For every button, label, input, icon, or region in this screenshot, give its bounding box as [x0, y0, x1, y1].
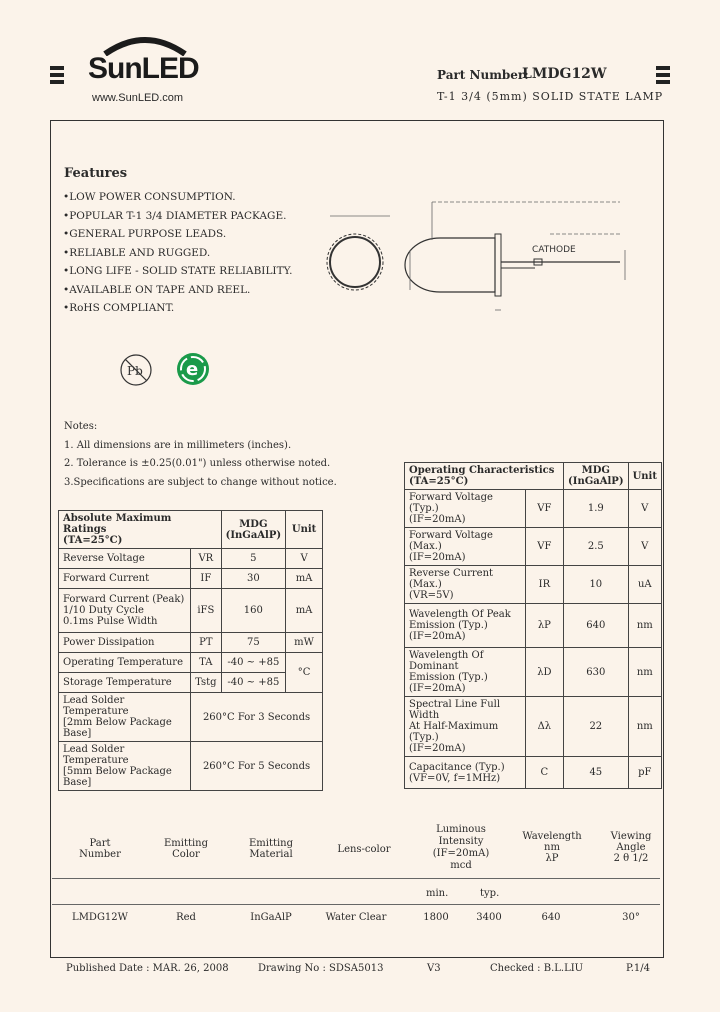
selection-row [56, 912, 656, 928]
sel-header-color: Emitting Color [163, 838, 209, 860]
header-parameter: Operating Characteristics (TA=25°C) [405, 463, 564, 490]
row-value: 45 [564, 757, 629, 789]
sel-wavelength: 640 [541, 912, 561, 923]
op-char-table [404, 462, 662, 789]
row-parameter: Spectral Line Full Width At Half-Maximum (Typ.) (IF=20mA) [405, 697, 526, 757]
row-unit: uA [628, 566, 661, 604]
row-value: 160 [221, 589, 286, 633]
table-row [405, 604, 662, 648]
row-parameter: Forward Current (Peak) 1/10 Duty Cycle 0.1ms Pulse Width [59, 589, 191, 633]
sel-header-lens: Lens-color [337, 844, 391, 855]
features-list [63, 188, 292, 318]
table-header-row [405, 463, 662, 490]
brand-logo: SunLED [88, 52, 199, 85]
row-value: 260°C For 3 Seconds [191, 693, 323, 742]
sel-header-intensity: Luminous Intensity (IF=20mA) mcd [432, 824, 490, 871]
row-value: 630 [564, 648, 629, 697]
features-title: Features [64, 166, 128, 181]
sel-lens: Water Clear [325, 912, 387, 923]
row-unit: V [628, 490, 661, 528]
row-value: 640 [564, 604, 629, 648]
row-unit: V [286, 549, 323, 569]
eco-label: e [186, 359, 199, 380]
table-row [59, 589, 323, 633]
row-parameter: Wavelength Of Peak Emission (Typ.) (IF=20mA) [405, 604, 526, 648]
typ-label: typ. [480, 888, 500, 899]
footer-page: P.1/4 [626, 963, 650, 974]
row-value: -40 ~ +85 [221, 653, 286, 673]
row-unit: nm [628, 697, 661, 757]
row-parameter: Reverse Current (Max.) (VR=5V) [405, 566, 526, 604]
note-item: 2. Tolerance is ±0.25(0.01") unless otherwise noted. [64, 458, 331, 469]
table-row [405, 566, 662, 604]
row-unit: mA [286, 589, 323, 633]
table-row [59, 693, 323, 742]
note-item: 3.Specifications are subject to change without notice. [64, 476, 337, 488]
row-parameter: Wavelength Of Dominant Emission (Typ.) (IF=20mA) [405, 648, 526, 697]
row-symbol: VR [191, 549, 222, 569]
feature-item: • RoHS COMPLIANT. [63, 299, 292, 318]
row-unit: mW [286, 633, 323, 653]
row-symbol: IF [191, 569, 222, 589]
selection-header [56, 822, 656, 872]
package-diagram [320, 180, 650, 340]
row-symbol: Δλ [525, 697, 563, 757]
notes-title: Notes: [64, 421, 98, 432]
sel-min: 1800 [423, 912, 449, 923]
row-parameter: Power Dissipation [59, 633, 191, 653]
table-row [59, 569, 323, 589]
sel-angle: 30° [622, 912, 640, 923]
footer-drawing: Drawing No : SDSA5013 [258, 963, 384, 974]
table-row [405, 528, 662, 566]
footer-checked: Checked : B.L.LIU [490, 963, 584, 974]
row-parameter: Forward Voltage (Max.) (IF=20mA) [405, 528, 526, 566]
divider [52, 904, 660, 905]
row-value: 1.9 [564, 490, 629, 528]
feature-item: • AVAILABLE ON TAPE AND REEL. [63, 281, 292, 300]
note-item: 1. All dimensions are in millimeters (inches). [64, 439, 292, 451]
row-value: 10 [564, 566, 629, 604]
divider [52, 878, 660, 879]
header-parameter: Absolute Maximum Ratings (TA=25°C) [59, 511, 222, 549]
table-header-row [59, 511, 323, 549]
part-number: LMDG12W [522, 66, 607, 82]
row-symbol: iFS [191, 589, 222, 633]
row-symbol: IR [525, 566, 563, 604]
row-parameter: Forward Voltage (Typ.) (IF=20mA) [405, 490, 526, 528]
row-unit: °C [286, 653, 323, 693]
pb-free-icon [118, 352, 154, 388]
row-symbol: VF [525, 528, 563, 566]
min-label: min. [426, 888, 449, 899]
sel-material: InGaAlP [250, 912, 292, 923]
lamp-front-view [330, 237, 380, 287]
row-symbol: λD [525, 648, 563, 697]
sel-typ: 3400 [476, 912, 502, 923]
cathode-label: CATHODE [532, 245, 576, 255]
row-parameter: Lead Solder Temperature [5mm Below Package Base] [59, 742, 191, 791]
sel-header-part: Part Number [79, 838, 121, 860]
row-symbol: Tstg [191, 673, 222, 693]
sel-header-wavelength: Wavelength nm λP [522, 831, 582, 864]
feature-item: • LONG LIFE - SOLID STATE RELIABILITY. [63, 262, 292, 281]
pb-label: Pb [127, 364, 143, 378]
notes [64, 418, 337, 492]
table-row [59, 549, 323, 569]
brand-website[interactable]: www.SunLED.com [92, 92, 184, 104]
logo-mark-right [656, 66, 670, 87]
row-value: 30 [221, 569, 286, 589]
part-description: T-1 3/4 (5mm) SOLID STATE LAMP [437, 90, 664, 103]
row-parameter: Forward Current [59, 569, 191, 589]
table-row [405, 697, 662, 757]
row-symbol: λP [525, 604, 563, 648]
row-value: 22 [564, 697, 629, 757]
row-unit: mA [286, 569, 323, 589]
sel-header-angle: Viewing Angle 2 θ 1/2 [610, 831, 652, 864]
row-unit: V [628, 528, 661, 566]
header-unit: Unit [286, 511, 323, 549]
table-row [59, 673, 323, 693]
row-parameter: Lead Solder Temperature [2mm Below Package Base] [59, 693, 191, 742]
sel-color: Red [176, 912, 196, 923]
footer-published: Published Date : MAR. 26, 2008 [66, 963, 229, 974]
sel-header-material: Emitting Material [248, 838, 294, 860]
row-value: 5 [221, 549, 286, 569]
row-unit: nm [628, 604, 661, 648]
rohs-eco-icon [174, 350, 212, 388]
feature-item: • RELIABLE AND RUGGED. [63, 244, 292, 263]
header-material: MDG (InGaAlP) [564, 463, 629, 490]
row-symbol: TA [191, 653, 222, 673]
table-row [405, 648, 662, 697]
row-value: 75 [221, 633, 286, 653]
table-row [59, 633, 323, 653]
lamp-side-view [405, 238, 495, 292]
feature-item: • POPULAR T-1 3/4 DIAMETER PACKAGE. [63, 207, 292, 226]
feature-item: • GENERAL PURPOSE LEADS. [63, 225, 292, 244]
sel-part-number: LMDG12W [72, 912, 128, 923]
table-row [59, 742, 323, 791]
row-value: 2.5 [564, 528, 629, 566]
abs-max-table [58, 510, 323, 791]
part-number-label: Part Number: [437, 68, 529, 82]
table-row [405, 757, 662, 789]
footer-version: V3 [427, 963, 441, 974]
table-row [59, 653, 323, 673]
table-row [405, 490, 662, 528]
row-unit: nm [628, 648, 661, 697]
row-unit: pF [628, 757, 661, 789]
row-parameter: Operating Temperature [59, 653, 191, 673]
header-unit: Unit [628, 463, 661, 490]
row-symbol: C [525, 757, 563, 789]
logo-mark-left [50, 66, 64, 87]
feature-item: • LOW POWER CONSUMPTION. [63, 188, 292, 207]
row-parameter: Capacitance (Typ.) (VF=0V, f=1MHz) [405, 757, 526, 789]
header-material: MDG (InGaAlP) [221, 511, 286, 549]
row-symbol: PT [191, 633, 222, 653]
row-parameter: Reverse Voltage [59, 549, 191, 569]
row-symbol: VF [525, 490, 563, 528]
row-value: -40 ~ +85 [221, 673, 286, 693]
row-parameter: Storage Temperature [59, 673, 191, 693]
row-value: 260°C For 5 Seconds [191, 742, 323, 791]
